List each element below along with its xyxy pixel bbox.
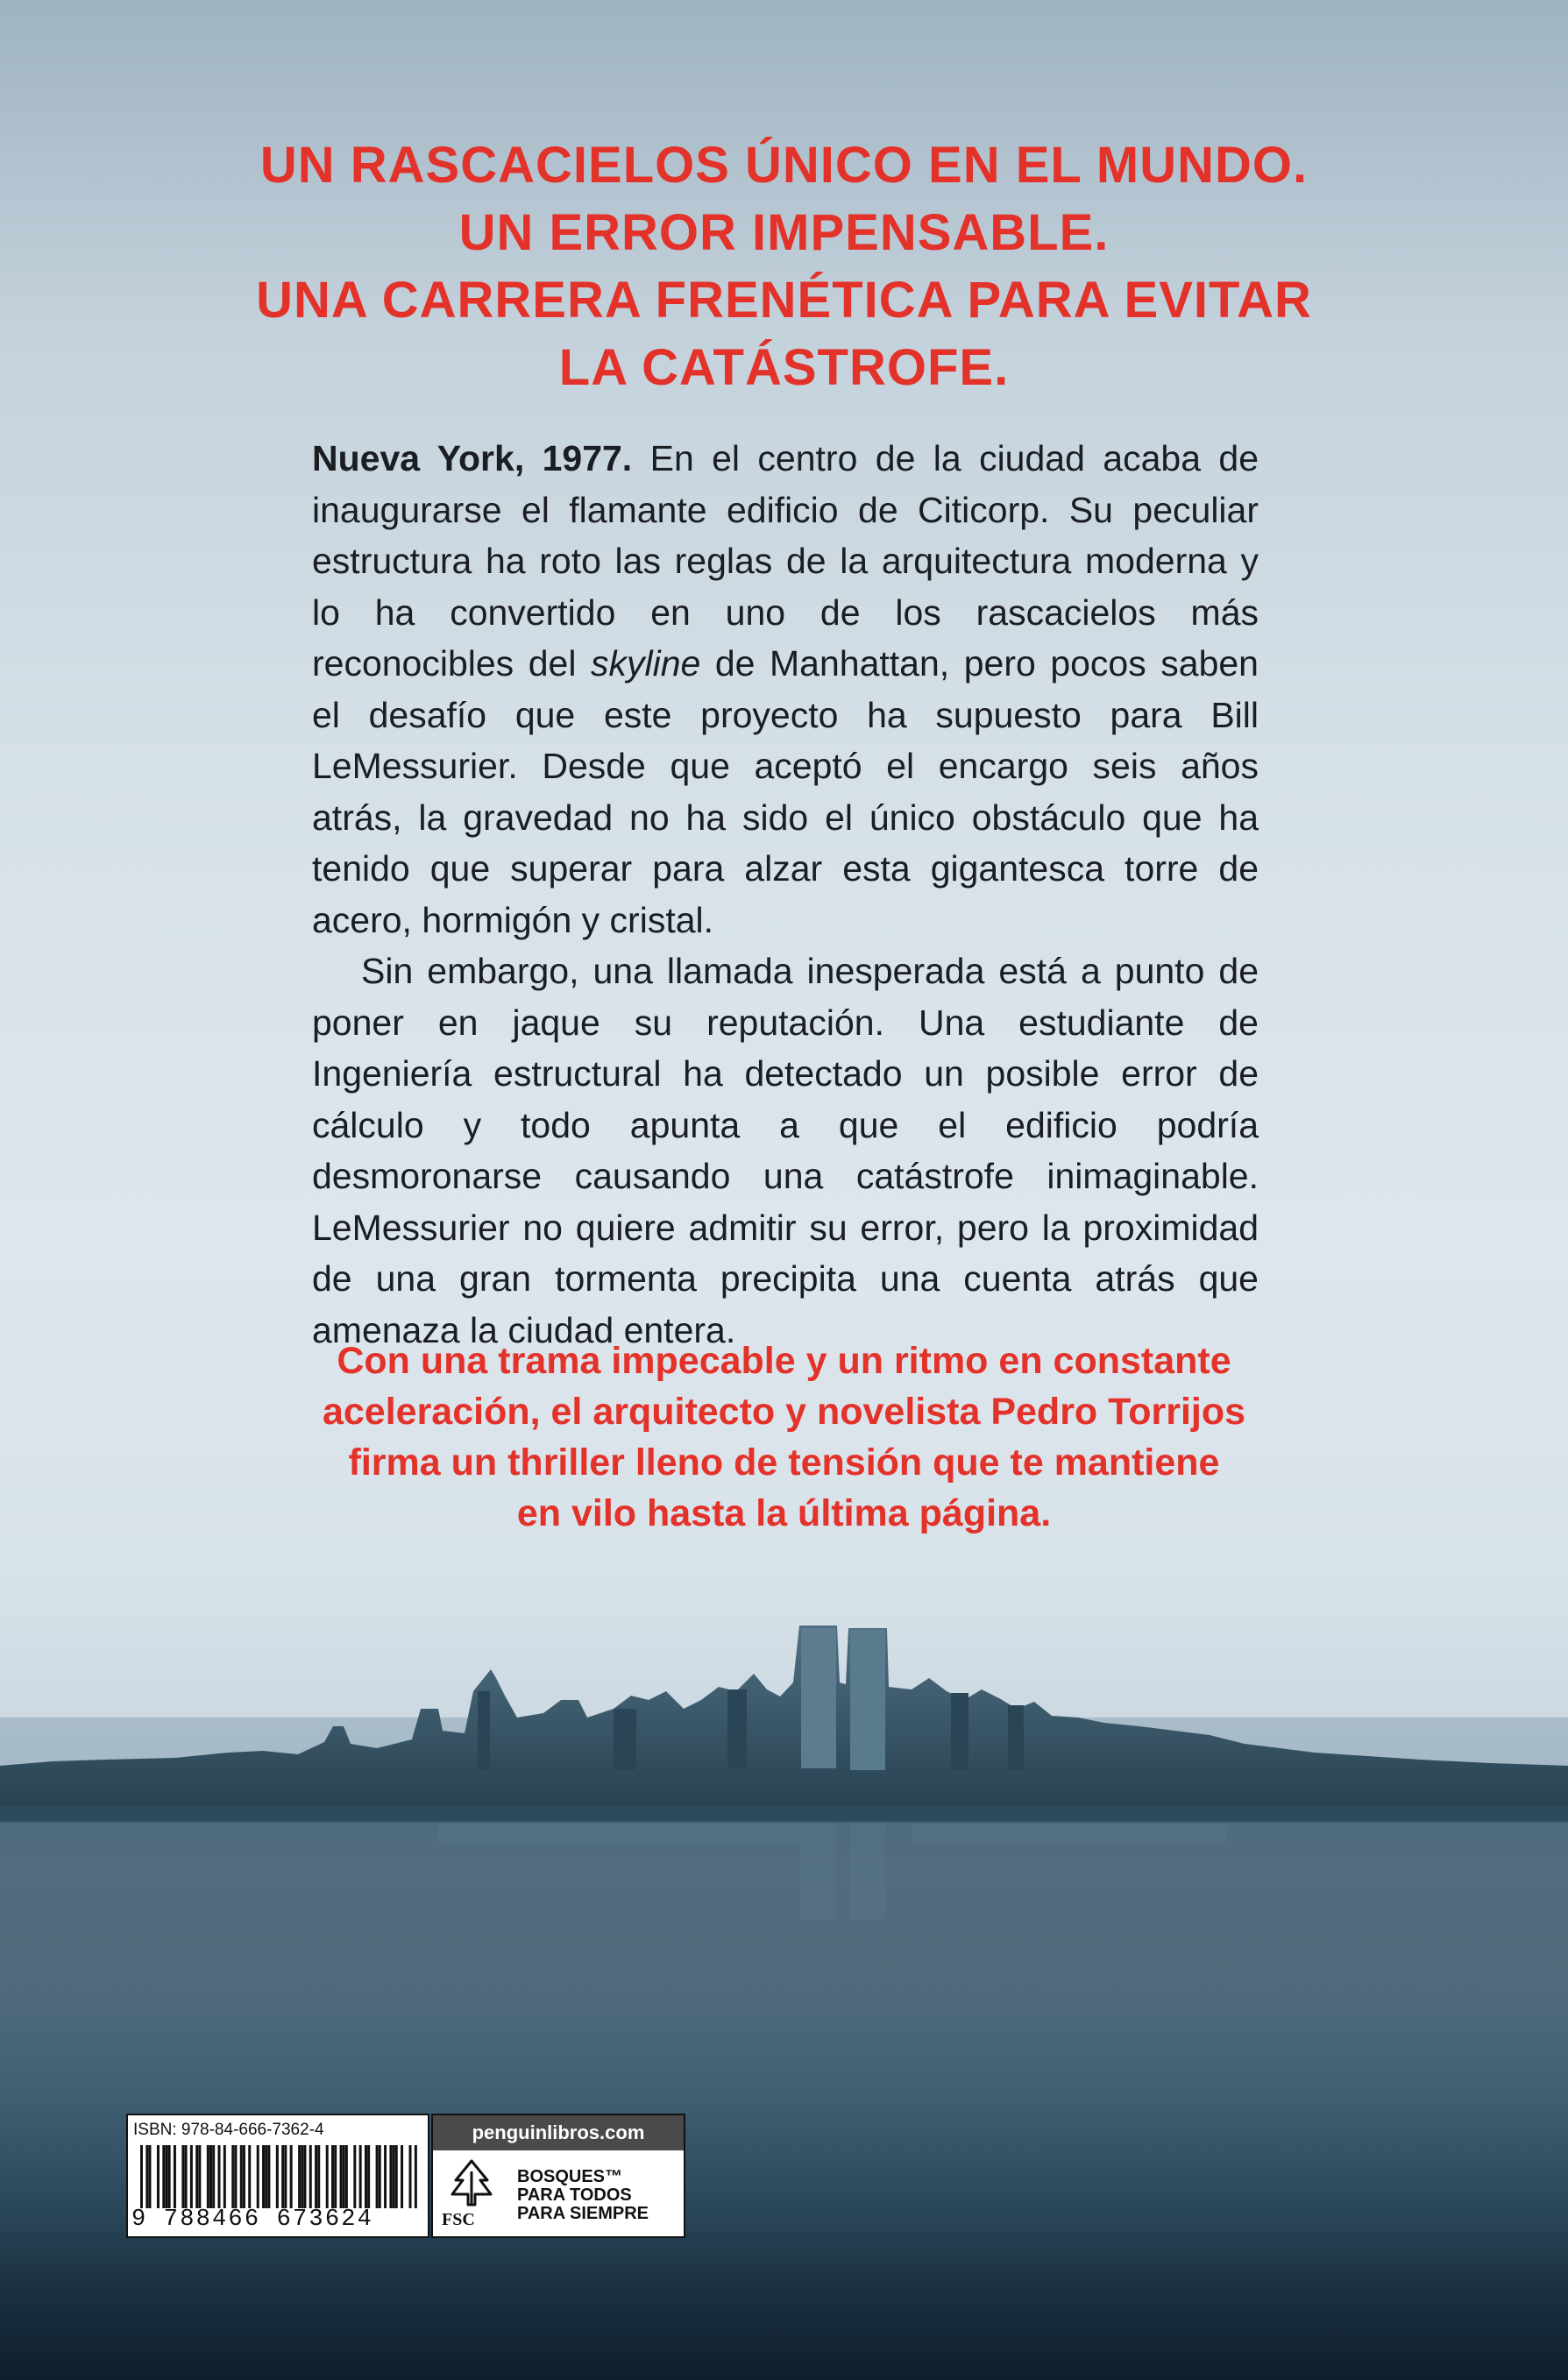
barcode-bar bbox=[331, 2145, 334, 2208]
barcode-bar bbox=[212, 2145, 215, 2208]
barcode-bar bbox=[367, 2145, 370, 2208]
barcode-bar bbox=[174, 2145, 176, 2208]
barcode-bar bbox=[334, 2145, 337, 2208]
barcode-bar bbox=[389, 2145, 392, 2208]
barcode-bar bbox=[353, 2145, 356, 2208]
barcode-bar bbox=[145, 2145, 148, 2208]
barcode-bar bbox=[267, 2145, 270, 2208]
barcode-bar bbox=[162, 2145, 165, 2208]
barcode-bar bbox=[303, 2145, 306, 2208]
barcode-bar bbox=[301, 2145, 303, 2208]
closing-line: en vilo hasta la última página. bbox=[516, 1492, 1052, 1534]
barcode-digits: 9 788466 673624 bbox=[131, 2206, 374, 2233]
closing-line: Con una trama impecable y un ritmo en constante bbox=[337, 1340, 1231, 1382]
barcode-bar bbox=[359, 2145, 362, 2208]
slogan-line: PARA TODOS bbox=[517, 2185, 632, 2205]
fsc-label: FSC bbox=[442, 2210, 475, 2229]
barcode-bar bbox=[207, 2145, 209, 2208]
slogan-line: PARA SIEMPRE bbox=[517, 2204, 649, 2223]
headline-line: UN ERROR IMPENSABLE. bbox=[458, 204, 1110, 261]
barcode-bar bbox=[415, 2145, 417, 2208]
barcode-bar bbox=[181, 2145, 184, 2208]
barcode-bar bbox=[340, 2145, 343, 2208]
barcode-bar bbox=[401, 2145, 403, 2208]
headline bbox=[0, 131, 1568, 401]
barcode-bar bbox=[384, 2145, 387, 2208]
slogan-line: BOSQUES™ bbox=[517, 2167, 623, 2186]
barcode-bar bbox=[281, 2145, 284, 2208]
synopsis-italic: skyline bbox=[591, 643, 701, 684]
barcode-bar bbox=[257, 2145, 259, 2208]
barcode-bar bbox=[217, 2145, 220, 2208]
barcode-bar bbox=[195, 2145, 198, 2208]
barcode-bar bbox=[315, 2145, 317, 2208]
closing-line: firma un thriller lleno de tensión que te mantiene bbox=[348, 1441, 1220, 1484]
barcode-bar bbox=[343, 2145, 345, 2208]
barcode-bar bbox=[290, 2145, 293, 2208]
synopsis-paragraph bbox=[312, 433, 1259, 946]
barcode-bar bbox=[223, 2145, 226, 2208]
barcode-bar bbox=[284, 2145, 287, 2208]
barcode-bar bbox=[326, 2145, 329, 2208]
barcode-bar bbox=[262, 2145, 265, 2208]
headline-line: UNA CARRERA FRENÉTICA PARA EVITAR bbox=[256, 272, 1312, 329]
synopsis-text: En el centro de la ciudad acaba de inaugurarse el flamante edificio de Citicorp. Su peculiar estructura ha roto las reglas de la arquitectura moderna y lo ha convertido en uno de los rascacielos más reconocibles del bbox=[312, 438, 1259, 684]
barcode-bar bbox=[309, 2145, 312, 2208]
barcode-bar bbox=[198, 2145, 201, 2208]
barcode-bar bbox=[168, 2145, 171, 2208]
barcode-bar bbox=[395, 2145, 398, 2208]
barcode-bar bbox=[317, 2145, 320, 2208]
barcode-bar bbox=[393, 2145, 395, 2208]
headline-line: LA CATÁSTROFE. bbox=[558, 339, 1010, 396]
barcode-bar bbox=[243, 2145, 245, 2208]
barcode-bar bbox=[209, 2145, 212, 2208]
barcode-bar bbox=[190, 2145, 193, 2208]
fsc-slogan bbox=[517, 2168, 649, 2223]
barcode-bar bbox=[409, 2145, 412, 2208]
barcode-bar bbox=[148, 2145, 151, 2208]
barcode-bars bbox=[140, 2145, 417, 2208]
barcode-bar bbox=[157, 2145, 160, 2208]
synopsis-lead: Nueva York, 1977. bbox=[312, 438, 633, 478]
barcode-bar bbox=[376, 2145, 379, 2208]
closing-line: aceleración, el arquitecto y novelista Pedro Torrijos bbox=[322, 1391, 1246, 1433]
barcode-bar bbox=[140, 2145, 143, 2208]
synopsis-paragraph: Sin embargo, una llamada inesperada está a punto de poner en jaque su reputación. Una estudiante de Ingeniería estructural ha detectado un posible error de cálculo y todo apunta a que el edificio podría desmoronarse causando una catástrofe inimaginable. LeMessurier no quiere admitir su error, pero la proximidad de una gran tormenta precipita una cuenta atrás que amenaza la ciudad entera. bbox=[312, 951, 1259, 1350]
barcode-bar bbox=[265, 2145, 267, 2208]
barcode-bar bbox=[365, 2145, 367, 2208]
synopsis-text: de Manhattan, pero pocos saben el desafío que este proyecto ha supuesto para Bill LeMessurier. Desde que aceptó el encargo seis años atrás, la gravedad no ha sido el único obstáculo que ha tenido que superar para alzar esta gigantesca torre de acero, hormigón y cristal. bbox=[312, 643, 1259, 940]
barcode-bar bbox=[165, 2145, 167, 2208]
isbn-barcode bbox=[126, 2114, 429, 2238]
barcode-bar bbox=[379, 2145, 381, 2208]
publisher-website: penguinlibros.com bbox=[433, 2115, 684, 2150]
barcode-bar bbox=[234, 2145, 237, 2208]
barcode-bar bbox=[276, 2145, 279, 2208]
closing-blurb bbox=[0, 1335, 1568, 1539]
barcode-bar bbox=[231, 2145, 234, 2208]
publisher-panel bbox=[431, 2114, 685, 2238]
barcode-bar bbox=[298, 2145, 301, 2208]
isbn-label: ISBN: 978-84-666-7362-4 bbox=[133, 2121, 324, 2139]
barcode-bar bbox=[248, 2145, 251, 2208]
synopsis bbox=[312, 433, 1259, 1356]
headline-line: UN RASCACIELOS ÚNICO EN EL MUNDO. bbox=[259, 137, 1309, 194]
fsc-tree-icon bbox=[445, 2157, 498, 2208]
barcode-bar bbox=[345, 2145, 348, 2208]
barcode-bar bbox=[240, 2145, 243, 2208]
barcode-bar bbox=[185, 2145, 188, 2208]
